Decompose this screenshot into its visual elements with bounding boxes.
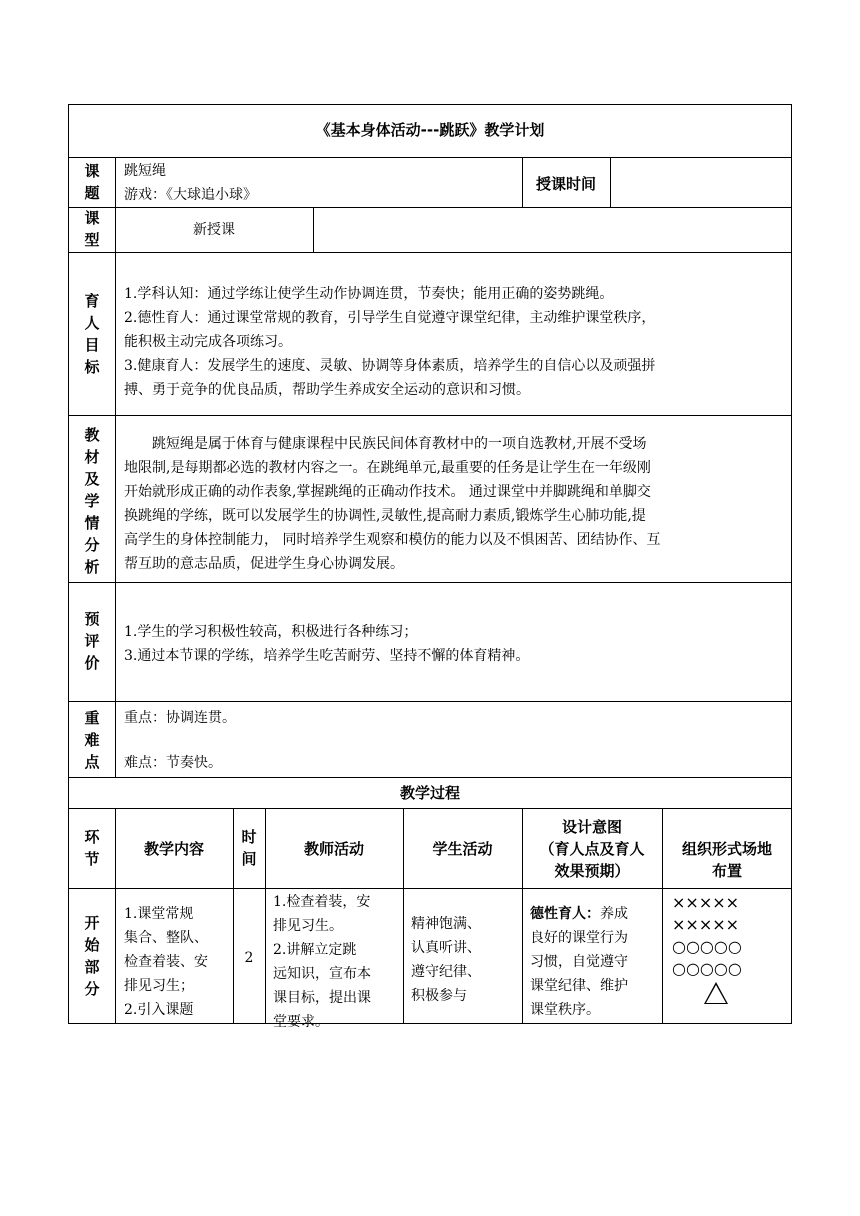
evaluation-text: 1.学生的学习积极性较高，积极进行各种练习； 3.通过本节课的学练，培养学生吃苦耐劳、坚持不懈的体育精神。 [124,624,530,664]
start-content: 1.课堂常规 集合、整队、 检查着装、安 排见习生； 2.引入课题 [124,906,208,1018]
key-focus: 重点：协调连贯。 [124,710,236,726]
lesson-type-header: 课 型 [84,209,100,249]
start-teacher-activity: 1.检查着装，安 排见习生。 2.讲解立定跳 远知识，宣布本 课目标，提出课 堂要求。 [273,894,371,1030]
row-divider [68,777,792,778]
row-divider [68,808,792,809]
formation-row: ××××× [672,915,740,934]
evaluation-header: 预 评 价 [84,610,100,672]
row-divider [68,415,792,416]
document-title: 《基本身体活动---跳跃》教学计划 [315,121,545,139]
start-time: 2 [244,950,254,966]
col-layout-header: 组织形式场地 布置 [681,840,772,880]
key-difficulty: 难点：节奏快。 [124,755,222,771]
goals-text: 1.学科认知：通过学练让使学生动作协调连贯，节奏快；能用正确的姿势跳绳。 2.德性育人：通过课堂常规的教育，引导学生自觉遵守课堂纪律，主动维护课堂秩序， 能积极主动完成各项练习。 3.健康育人：发展学生的速度、灵敏、协调等身体素质，培养学生的自信心以及顽强拼 搏、勇于竞争的优良品质，帮助学生养成安全运动的意识和习惯。 [124,286,656,398]
col-stage-header: 环 节 [84,828,100,868]
col-teacher-header: 教师活动 [303,840,364,858]
stage-start: 开 始 部 分 [84,914,100,998]
row-divider [68,207,792,208]
row-divider [68,701,792,702]
row-divider [68,888,792,889]
process-title: 教学过程 [399,784,460,802]
key-points-header: 重 难 点 [84,709,100,771]
formation-row: ○○○○○ [672,937,742,956]
col-content-header: 教学内容 [143,840,204,858]
topic-header: 课 题 [84,162,100,202]
formation-row: ××××× [672,893,740,912]
topic-value: 跳短绳 游戏：《大球追小球》 [124,163,257,203]
goals-header: 育 人 目 标 [84,292,100,376]
row-divider [68,157,792,158]
col-student-header: 学生活动 [432,840,493,858]
col-design-header: 设计意图 （育人点及育人 效果预期） [539,818,645,880]
lesson-type-value: 新授课 [193,222,235,238]
start-design-intent: 德性育人：养成 良好的课堂行为 习惯，自觉遵守 课堂纪律、维护 课堂秩序。 [530,906,628,1018]
formation-row: ○○○○○ [672,959,742,978]
start-student-activity: 精神饱满、 认真听讲、 遵守纪律、 积极参与 [411,916,481,1004]
column-divider [610,157,611,207]
row-divider [68,252,792,253]
teaching-time-label: 授课时间 [535,175,596,193]
analysis-text: 跳短绳是属于体育与健康课程中民族民间体育教材中的一项自选教材,开展不受场 地限制,是每期都必选的教材内容之一。在跳绳单元,最重要的任务是让学生在一年级刚 开始就形成正确的动作表象,掌握跳绳的正确动作技术。 通过课堂中并脚跳绳和单脚交 换跳绳的学练，既可以发展学生的协调性,灵敏性,提高耐力素质,锻炼学生心肺功能,提 高学生的身体控制能力， 同时培养学生观察和模仿的能力以及不惧困苦、团结协作、互 帮互助的意志品质，促进学生身心协调发展。 [124,436,661,572]
column-divider [313,207,314,252]
col-time-header: 时 间 [241,828,257,868]
triangle-teacher-icon [704,982,728,1004]
analysis-header: 教 材 及 学 情 分 析 [84,426,100,576]
row-divider [68,582,792,583]
